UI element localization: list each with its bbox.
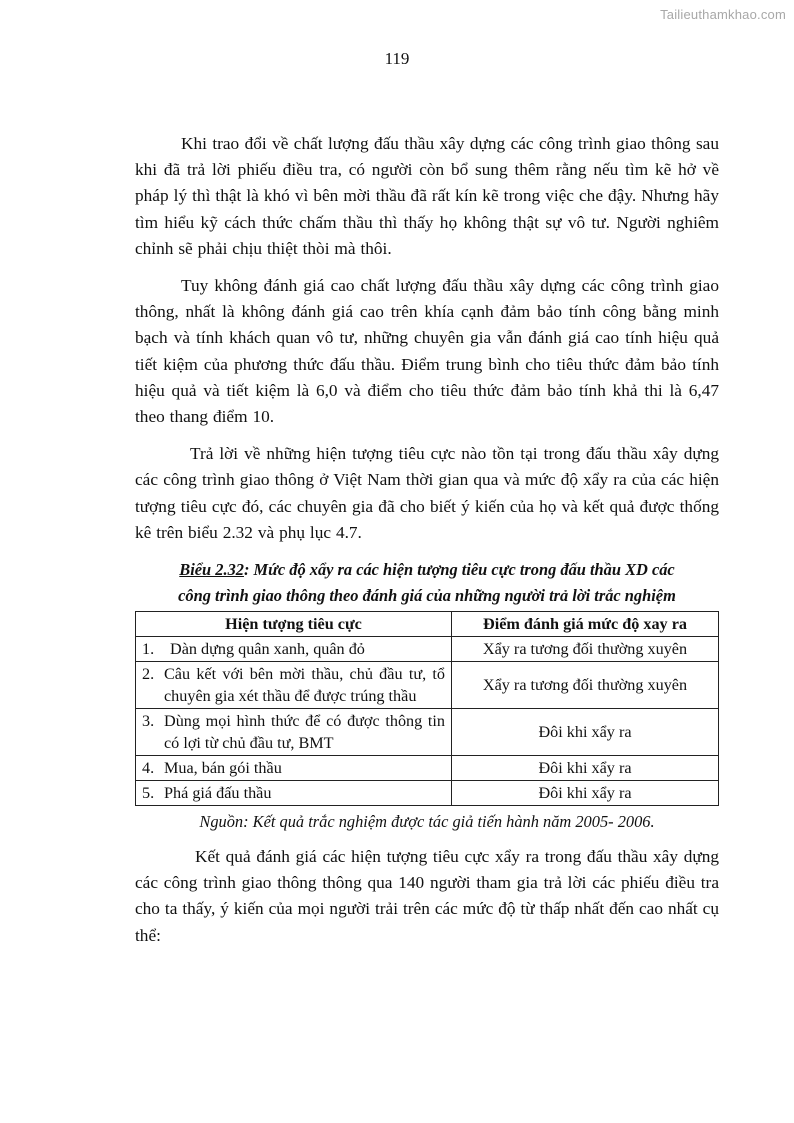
phenomena-table bbox=[135, 611, 719, 806]
paragraph-3: Trả lời về những hiện tượng tiêu cực nào tồn tại trong đấu thầu xây dựng các công trình giao thông ở Việt Nam thời gian qua và mức độ xẩy ra của các hiện tượng tiêu cực đó, các chuyên gia đã cho biết ý kiến của họ và kết quả được thống kê trên biểu 2.32 và phụ lục 4.7. bbox=[135, 444, 719, 542]
row-number: 2. bbox=[142, 665, 155, 684]
table-caption bbox=[135, 557, 719, 608]
phenomenon-text: Dùng mọi hình thức để có được thông tin có lợi từ chủ đầu tư, BMT bbox=[164, 712, 445, 753]
caption-line-2: công trình giao thông theo đánh giá của những người trả lời trắc nghiệm bbox=[178, 585, 676, 605]
table-row bbox=[136, 637, 719, 662]
header-level: Điểm đánh giá mức độ xay ra bbox=[452, 612, 719, 637]
watermark: Tailieuthamkhao.com bbox=[660, 7, 786, 22]
row-number: 4. bbox=[142, 759, 155, 778]
level-cell: Đôi khi xẩy ra bbox=[452, 709, 719, 756]
phenomenon-cell bbox=[136, 662, 452, 709]
table-row bbox=[136, 756, 719, 781]
phenomenon-text: Phá giá đấu thầu bbox=[164, 784, 272, 803]
level-cell: Xẩy ra tương đối thường xuyên bbox=[452, 662, 719, 709]
phenomenon-text: Mua, bán gói thầu bbox=[164, 759, 282, 778]
level-cell: Xẩy ra tương đối thường xuyên bbox=[452, 637, 719, 662]
level-cell: Đôi khi xẩy ra bbox=[452, 756, 719, 781]
phenomenon-text: Dàn dựng quân xanh, quân đỏ bbox=[170, 640, 365, 659]
table-source: Nguồn: Kết quả trắc nghiệm được tác giả tiến hành năm 2005- 2006. bbox=[199, 812, 655, 832]
caption-line-1: : Mức độ xẩy ra các hiện tượng tiêu cực trong đấu thầu XD các bbox=[243, 560, 675, 580]
header-phenomenon: Hiện tượng tiêu cực bbox=[136, 612, 452, 637]
row-number: 1. bbox=[142, 640, 155, 659]
table-row bbox=[136, 662, 719, 709]
row-number: 3. bbox=[142, 712, 155, 731]
page-number: 119 bbox=[384, 49, 410, 68]
paragraph-1: Khi trao đổi về chất lượng đấu thầu xây dựng các công trình giao thông sau khi đã trả lời phiếu điều tra, có người còn bổ sung thêm rằng nếu tìm kẽ hở về pháp lý thì thật là khó vì bên mời thầu đã rất kín kẽ trong việc che đậy. Nhưng hãy tìm hiểu kỹ cách thức chấm thầu thì thấy họ không thật sự vô tư. Người nghiêm chỉnh sẽ phải chịu thiệt thòi mà thôi. bbox=[135, 134, 719, 258]
paragraph-4: Kết quả đánh giá các hiện tượng tiêu cực xẩy ra trong đấu thầu xây dựng các công trình giao thông thông qua 140 người tham gia trả lời các phiếu điều tra cho ta thấy, ý kiến của mọi người trải trên các mức độ từ thấp nhất đến cao nhất cụ thể: bbox=[135, 847, 719, 945]
row-number: 5. bbox=[142, 784, 155, 803]
phenomenon-cell bbox=[136, 709, 452, 756]
phenomenon-text: Câu kết với bên mời thầu, chủ đầu tư, tổ chuyên gia xét thầu để được trúng thầu bbox=[164, 665, 445, 706]
phenomenon-cell bbox=[136, 781, 452, 806]
paragraph-2: Tuy không đánh giá cao chất lượng đấu thầu xây dựng các công trình giao thông, nhất là không đánh giá cao trên khía cạnh đảm bảo tính công bằng minh bạch và tính khách quan vô tư, những chuyên gia vẫn đánh giá cao tính hiệu quả tiết kiệm của phương thức đấu thầu. Điểm trung bình cho tiêu thức đảm bảo tính hiệu quả và tiết kiệm là 6,0 và điểm cho tiêu thức đảm bảo tính khả thi là 6,47 theo thang điểm 10. bbox=[135, 276, 719, 427]
page-body bbox=[135, 131, 719, 960]
level-cell: Đôi khi xẩy ra bbox=[452, 781, 719, 806]
phenomenon-cell bbox=[136, 637, 452, 662]
table-row bbox=[136, 709, 719, 756]
table-header-row bbox=[136, 612, 719, 637]
table-row bbox=[136, 781, 719, 806]
phenomenon-cell bbox=[136, 756, 452, 781]
caption-tag: Biểu 2.32 bbox=[179, 560, 244, 580]
